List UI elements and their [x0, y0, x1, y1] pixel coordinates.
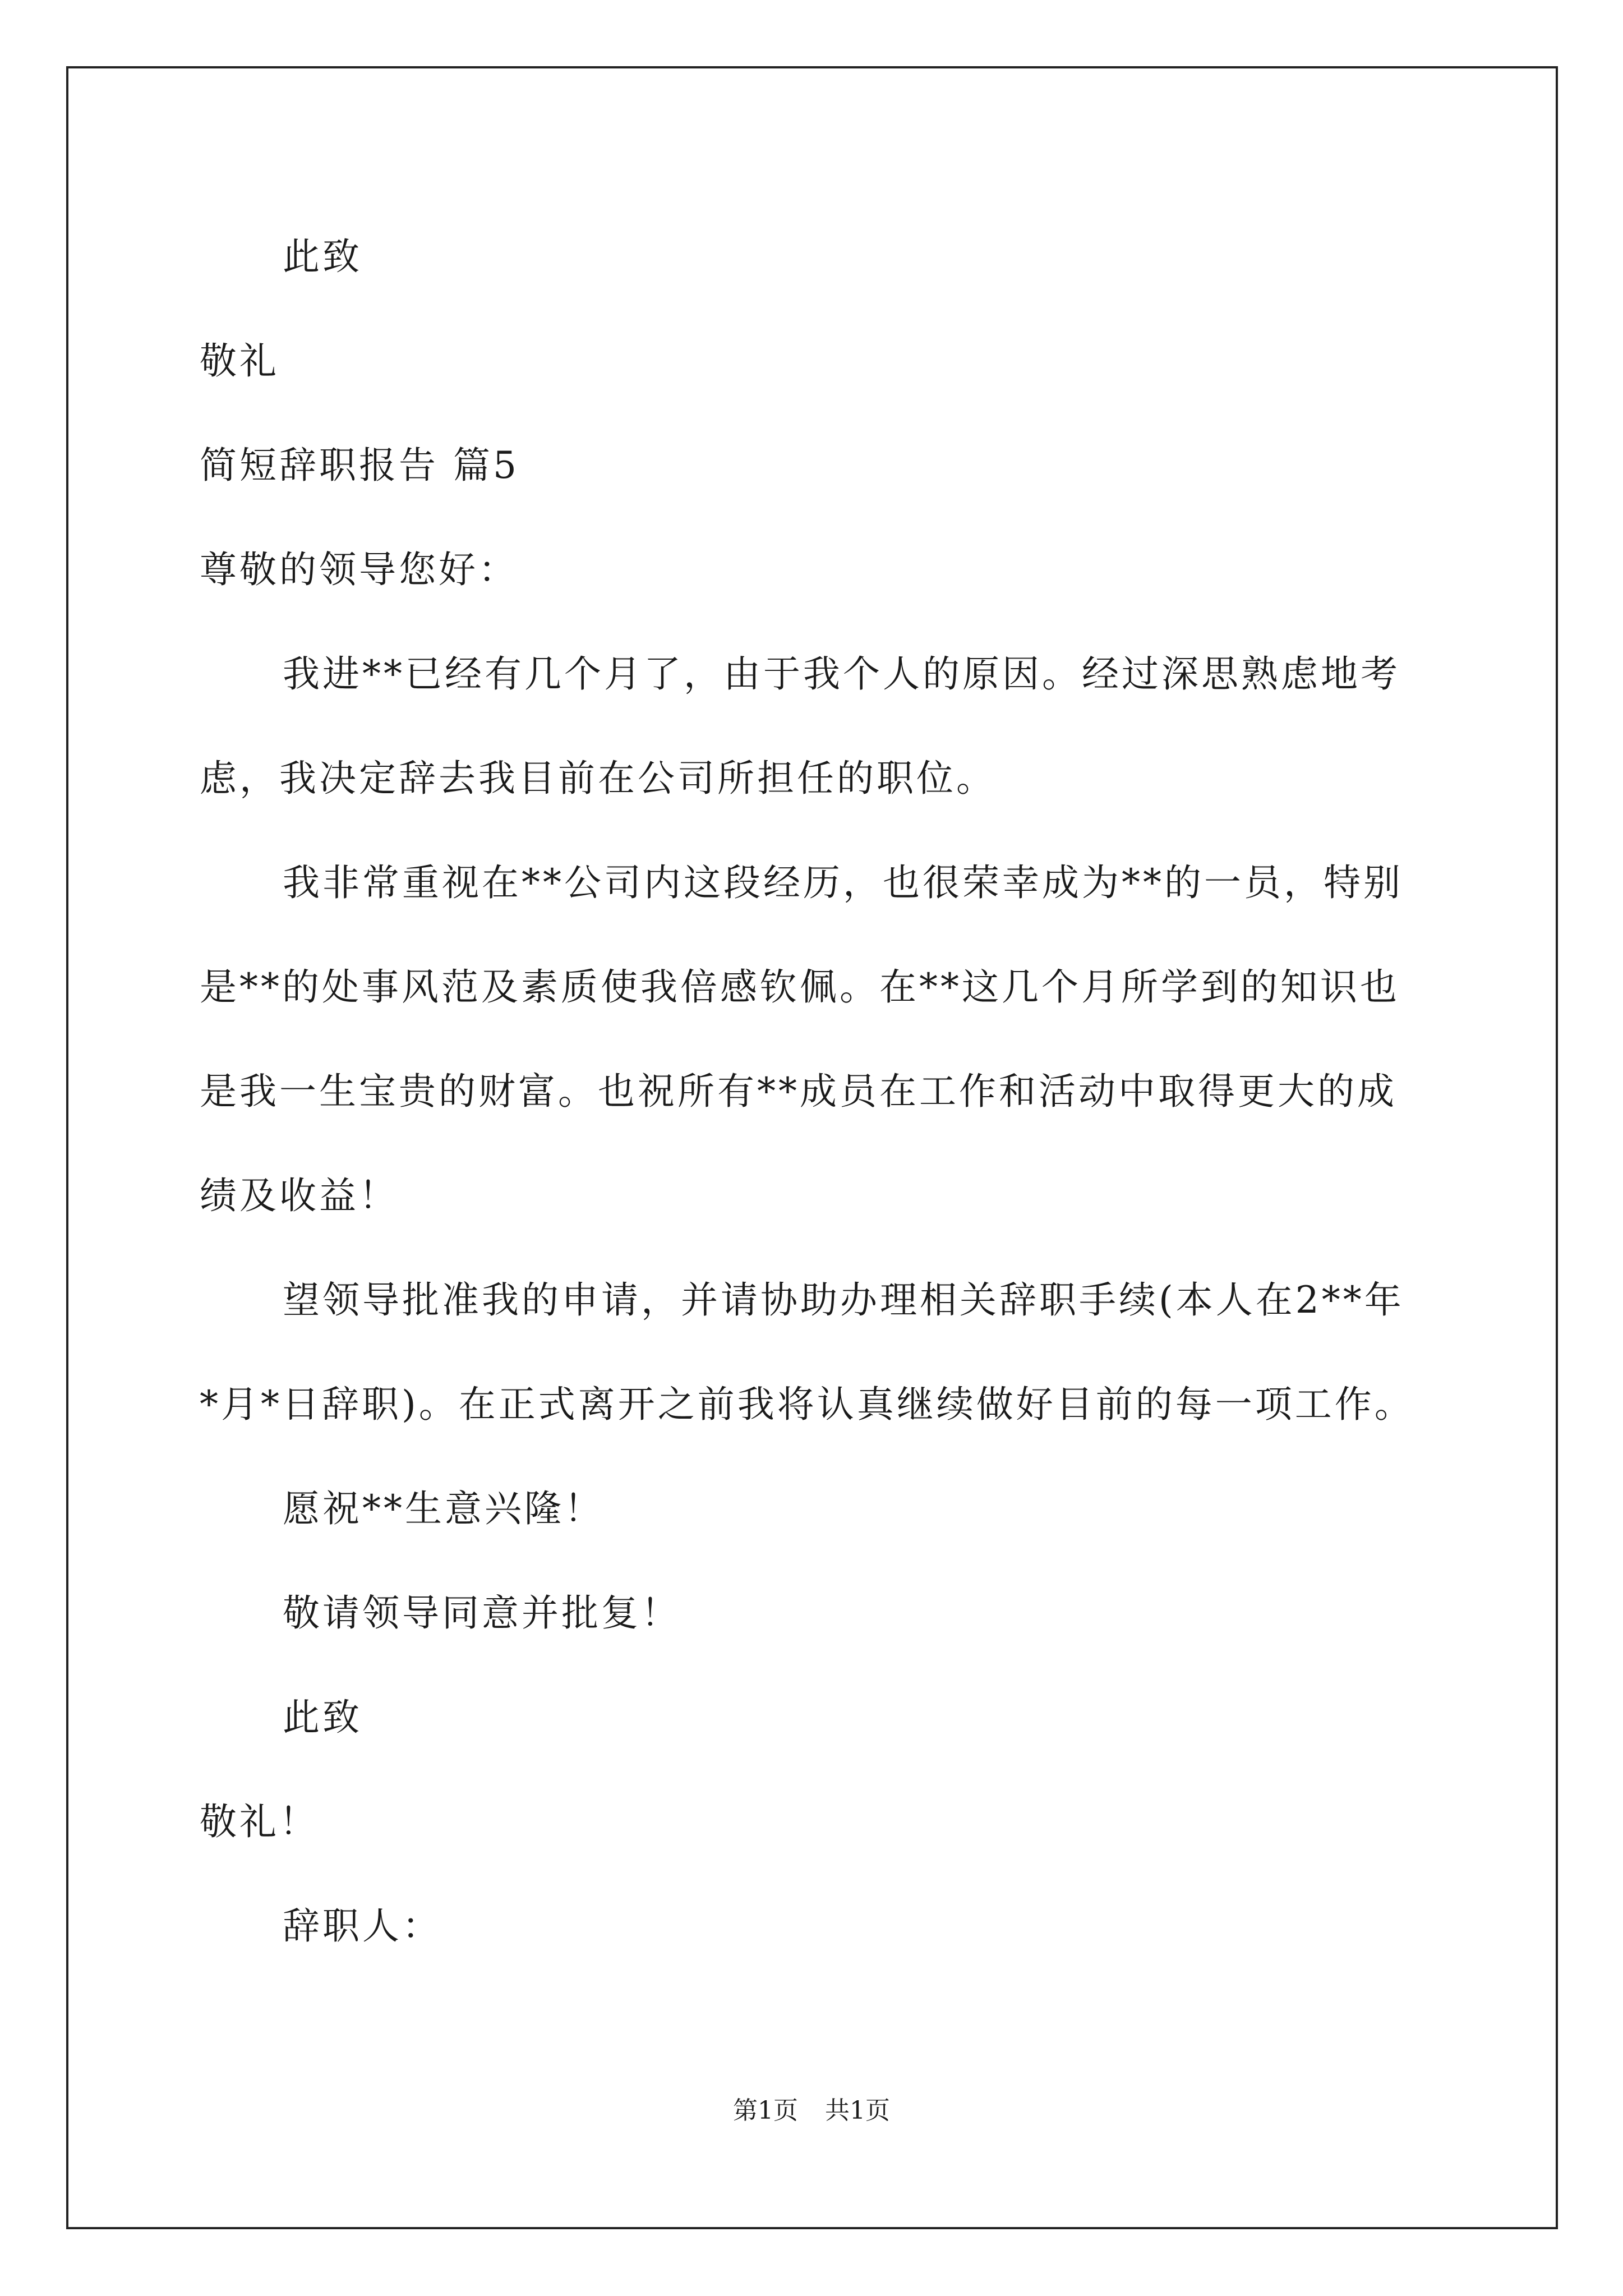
- section-heading: 简短辞职报告 篇5: [200, 444, 519, 487]
- page-number: 第1页: [733, 2096, 798, 2125]
- closing-greeting-1: 此致: [283, 235, 362, 278]
- paragraph-2-line-1: 我非常重视在**公司内这段经历，也很荣幸成为**的一员，特别: [283, 861, 1403, 904]
- paragraph-1-line-2: 虑，我决定辞去我目前在公司所担任的职位。: [200, 757, 996, 800]
- wish-line: 愿祝**生意兴隆！: [283, 1487, 604, 1530]
- paragraph-2-line-3: 是我一生宝贵的财富。也祝所有**成员在工作和活动中取得更大的成: [200, 1070, 1397, 1113]
- paragraph-2-line-4: 绩及收益！: [200, 1174, 399, 1217]
- signature-label: 辞职人：: [283, 1904, 442, 1948]
- page-footer: [0, 2094, 1623, 2128]
- salutation-2: 敬礼！: [200, 1800, 319, 1843]
- request-line: 敬请领导同意并批复！: [283, 1591, 681, 1635]
- salutation-1: 敬礼: [200, 339, 279, 383]
- addressee: 尊敬的领导您好：: [200, 548, 518, 591]
- page-total: 共1页: [825, 2096, 890, 2125]
- paragraph-2-line-2: 是**的处事风范及素质使我倍感钦佩。在**这几个月所学到的知识也: [200, 965, 1400, 1009]
- closing-greeting-2: 此致: [283, 1696, 362, 1739]
- paragraph-3-line-1: 望领导批准我的申请，并请协助办理相关辞职手续(本人在2**年: [283, 1278, 1404, 1322]
- paragraph-1-line-1: 我进**已经有几个月了，由于我个人的原因。经过深思熟虑地考: [283, 652, 1400, 696]
- document-body: [200, 205, 1433, 1978]
- paragraph-3-line-2: *月*日辞职)。在正式离开之前我将认真继续做好目前的每一项工作。: [200, 1383, 1414, 1426]
